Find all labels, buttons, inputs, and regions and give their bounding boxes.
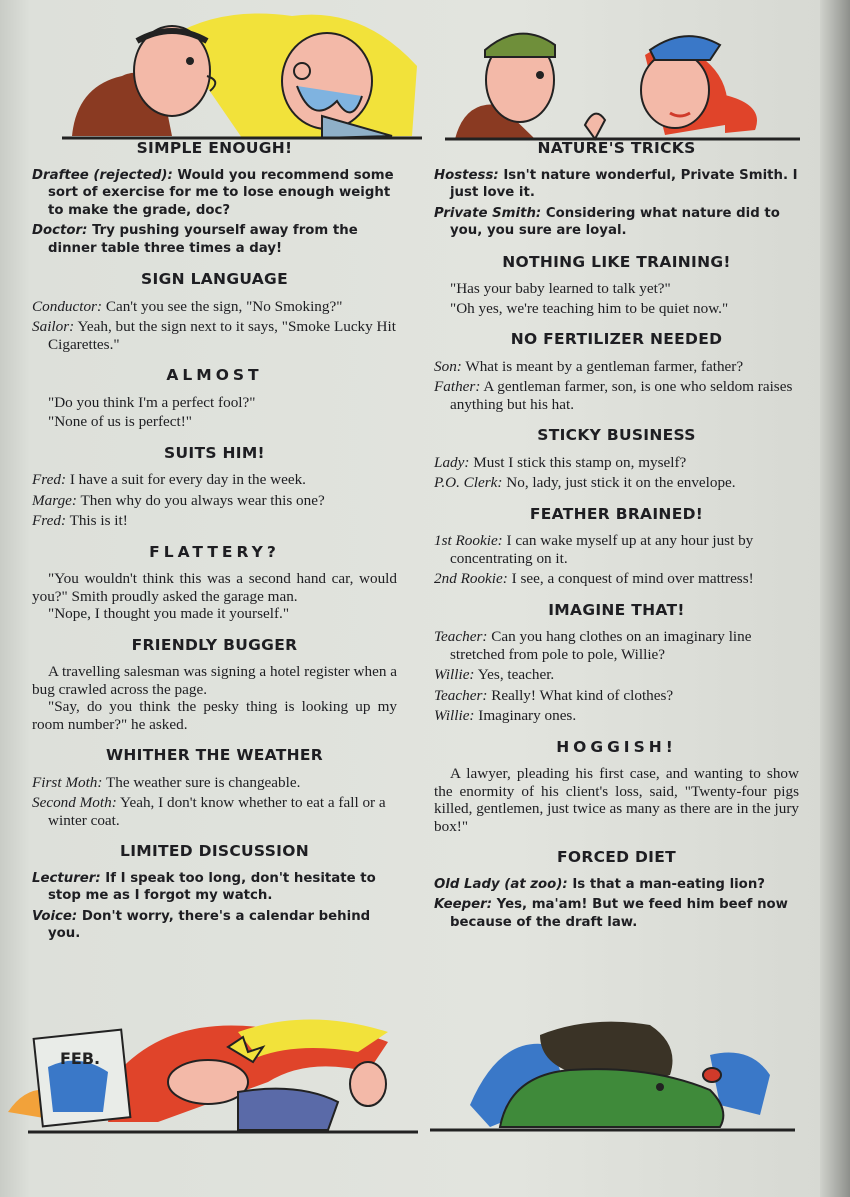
joke-title: IMAGINE THAT! xyxy=(548,600,685,619)
speaker-label: Fred: xyxy=(32,512,67,529)
dialogue-line xyxy=(434,876,799,894)
speaker-label: Draftee (rejected): xyxy=(32,167,173,183)
dialogue-line xyxy=(32,774,397,792)
speaker-label: Son: xyxy=(434,357,462,375)
dialogue-line xyxy=(32,222,397,257)
dialogue-text: Isn't nature wonderful, Private Smith. I just love it. xyxy=(450,167,798,200)
dialogue-text: What is meant by a gentleman farmer, father? xyxy=(465,357,744,375)
joke-paragraph: "Say, do you think the pesky thing is looking up my room number?" he asked. xyxy=(32,698,397,733)
joke-paragraph: A lawyer, pleading his first case, and wanting to show the enormity of his client's loss, said, "Twenty-four pigs killed, gentlemen, just twice as many as there are in the jury box!" xyxy=(434,765,799,835)
dialogue-line xyxy=(434,687,799,705)
dialogue-text: Yeah, but the sign next to it says, "Smoke Lucky Hit Cigarettes." xyxy=(48,318,396,353)
dialogue-line xyxy=(32,512,397,530)
joke-title: FEATHER BRAINED! xyxy=(529,504,704,523)
speaker-label: Voice: xyxy=(32,908,78,924)
dialogue-text: Must I stick this stamp on, myself? xyxy=(473,453,687,471)
dialogue-text: I see, a conquest of mind over mattress! xyxy=(511,570,754,587)
dialogue-line xyxy=(32,471,397,489)
joke-flattery xyxy=(32,544,397,623)
joke-paragraph: "You wouldn't think this was a second hand car, would you?" Smith proudly asked the garage man. xyxy=(32,570,397,605)
joke-suits-him xyxy=(32,445,397,530)
joke-title: STICKY BUSINESS xyxy=(537,426,696,444)
dialogue-text: No, lady, just stick it on the envelope. xyxy=(506,474,736,491)
dialogue-line xyxy=(32,167,397,220)
dialogue-line xyxy=(434,896,799,931)
joke-title: SIMPLE ENOUGH! xyxy=(136,139,293,157)
dialogue-line xyxy=(434,707,799,725)
joke-title: ALMOST xyxy=(166,366,263,384)
speaker-label: Lady: xyxy=(434,453,470,471)
dialogue-text: A gentleman farmer, son, is one who seldom raises anything but his hat. xyxy=(450,378,793,413)
cartoon-lion xyxy=(430,1015,800,1135)
dialogue-text: Yes, teacher. xyxy=(477,666,555,683)
joke-title: NO FERTILIZER NEEDED xyxy=(510,330,723,348)
speaker-label: Private Smith: xyxy=(434,205,542,221)
dialogue-line xyxy=(434,167,799,202)
speaker-label: Old Lady (at zoo): xyxy=(434,876,568,892)
joke-paragraph: "Nope, I thought you made it yourself." xyxy=(48,605,290,622)
dialogue-text: Can't you see the sign, "No Smoking?" xyxy=(105,297,343,315)
dialogue-text: If I speak too long, don't hesitate to stop me as I forgot my watch. xyxy=(48,870,376,903)
dialogue-line xyxy=(434,666,799,684)
joke-paragraph: A travelling salesman was signing a hotel register when a bug crawled across the page. xyxy=(32,663,397,698)
right-column xyxy=(434,140,799,945)
joke-forced-diet xyxy=(434,849,799,931)
dialogue-text: Would you recommend some sort of exercise for me to lose enough weight to make the grade, doc? xyxy=(48,167,394,218)
joke-friendly-bugger xyxy=(32,637,397,734)
quote-line: "Oh yes, we're teaching him to be quiet now." xyxy=(450,299,729,317)
dialogue-line xyxy=(434,570,799,588)
joke-title: FLATTERY? xyxy=(149,542,280,561)
calendar-label: FEB. xyxy=(60,1049,101,1068)
dialogue-line xyxy=(434,378,799,413)
joke-nothing-like-training xyxy=(434,254,799,318)
dialogue-text: Imaginary ones. xyxy=(478,707,577,724)
dialogue-line xyxy=(434,454,799,472)
dialogue-line xyxy=(32,318,397,353)
dialogue-text: I can wake myself up at any hour just by concentrating on it. xyxy=(450,532,754,567)
joke-title: WHITHER THE WEATHER xyxy=(105,746,324,764)
speaker-label: Doctor: xyxy=(32,223,88,238)
joke-title: NOTHING LIKE TRAINING! xyxy=(502,252,731,271)
dialogue-line xyxy=(434,358,799,376)
quote-line: "Has your baby learned to talk yet?" xyxy=(450,280,671,297)
dialogue-text: Can you hang clothes on an imaginary line stretched from pole to pole, Willie? xyxy=(450,628,752,663)
joke-title: FRIENDLY BUGGER xyxy=(131,635,298,654)
speaker-label: Father: xyxy=(434,378,481,395)
dialogue-line xyxy=(434,628,799,663)
speaker-label: Keeper: xyxy=(434,897,493,912)
quote-line: "Do you think I'm a perfect fool?" xyxy=(48,393,256,411)
dialogue-text: Yes, ma'am! But we feed him beef now because of the draft law. xyxy=(450,897,788,930)
speaker-label: Second Moth: xyxy=(32,794,117,811)
left-column xyxy=(32,140,397,957)
joke-hoggish xyxy=(434,739,799,836)
joke-whither-the-weather xyxy=(32,747,397,829)
joke-natures-tricks xyxy=(434,140,799,240)
page-binding xyxy=(820,0,850,1197)
dialogue-line xyxy=(434,532,799,567)
dialogue-text: Don't worry, there's a calendar behind you. xyxy=(48,908,371,941)
joke-sign-language xyxy=(32,271,397,353)
speaker-label: Willie: xyxy=(434,707,475,724)
speaker-label: Teacher: xyxy=(434,628,488,645)
dialogue-line xyxy=(32,794,397,829)
joke-sticky-business xyxy=(434,427,799,492)
dialogue-line xyxy=(434,205,799,240)
speaker-label: 2nd Rookie: xyxy=(434,570,508,587)
dialogue-line xyxy=(32,908,397,943)
joke-title: SUITS HIM! xyxy=(164,443,265,462)
joke-title: LIMITED DISCUSSION xyxy=(120,842,309,860)
speaker-label: Sailor: xyxy=(32,318,75,335)
dialogue-text: Really! What kind of clothes? xyxy=(491,686,674,704)
joke-limited-discussion xyxy=(32,843,397,943)
dialogue-text: Yeah, I don't know whether to eat a fall or a winter coat. xyxy=(48,794,386,829)
joke-title: SIGN LANGUAGE xyxy=(141,270,288,288)
speaker-label: 1st Rookie: xyxy=(434,532,503,549)
joke-no-fertilizer-needed xyxy=(434,331,799,413)
dialogue-text: Is that a man-eating lion? xyxy=(572,876,765,892)
speaker-label: Teacher: xyxy=(434,686,488,704)
dialogue-text: Then why do you always wear this one? xyxy=(80,491,325,509)
quote-line: "None of us is perfect!" xyxy=(48,413,192,430)
dialogue-line xyxy=(32,492,397,510)
joke-imagine-that xyxy=(434,602,799,725)
speaker-label: First Moth: xyxy=(32,773,103,791)
cartoon-calendar-lecturer xyxy=(8,1012,428,1136)
speaker-label: Willie: xyxy=(434,666,475,683)
dialogue-text: Considering what nature did to you, you sure are loyal. xyxy=(450,205,780,238)
dialogue-text: The weather sure is changeable. xyxy=(105,773,301,791)
cartoon-private-hostess xyxy=(445,15,805,143)
joke-almost xyxy=(32,367,397,431)
speaker-label: P.O. Clerk: xyxy=(434,474,503,491)
dialogue-text: This is it! xyxy=(69,512,128,529)
joke-title: HOGGISH! xyxy=(556,737,677,756)
dialogue-line xyxy=(32,870,397,905)
joke-feather-brained xyxy=(434,506,799,588)
dialogue-text: Try pushing yourself away from the dinner table three times a day! xyxy=(48,223,358,256)
joke-title: FORCED DIET xyxy=(556,848,677,866)
speaker-label: Conductor: xyxy=(32,297,103,315)
joke-title: NATURE'S TRICKS xyxy=(537,139,696,157)
speaker-label: Lecturer: xyxy=(32,870,101,886)
dialogue-line xyxy=(434,474,799,492)
dialogue-line xyxy=(32,298,397,316)
joke-simple-enough xyxy=(32,140,397,257)
cartoon-draftee-doctor xyxy=(62,6,422,142)
speaker-label: Fred: xyxy=(32,471,67,488)
dialogue-text: I have a suit for every day in the week. xyxy=(69,471,306,488)
speaker-label: Hostess: xyxy=(434,167,499,183)
speaker-label: Marge: xyxy=(32,491,77,509)
